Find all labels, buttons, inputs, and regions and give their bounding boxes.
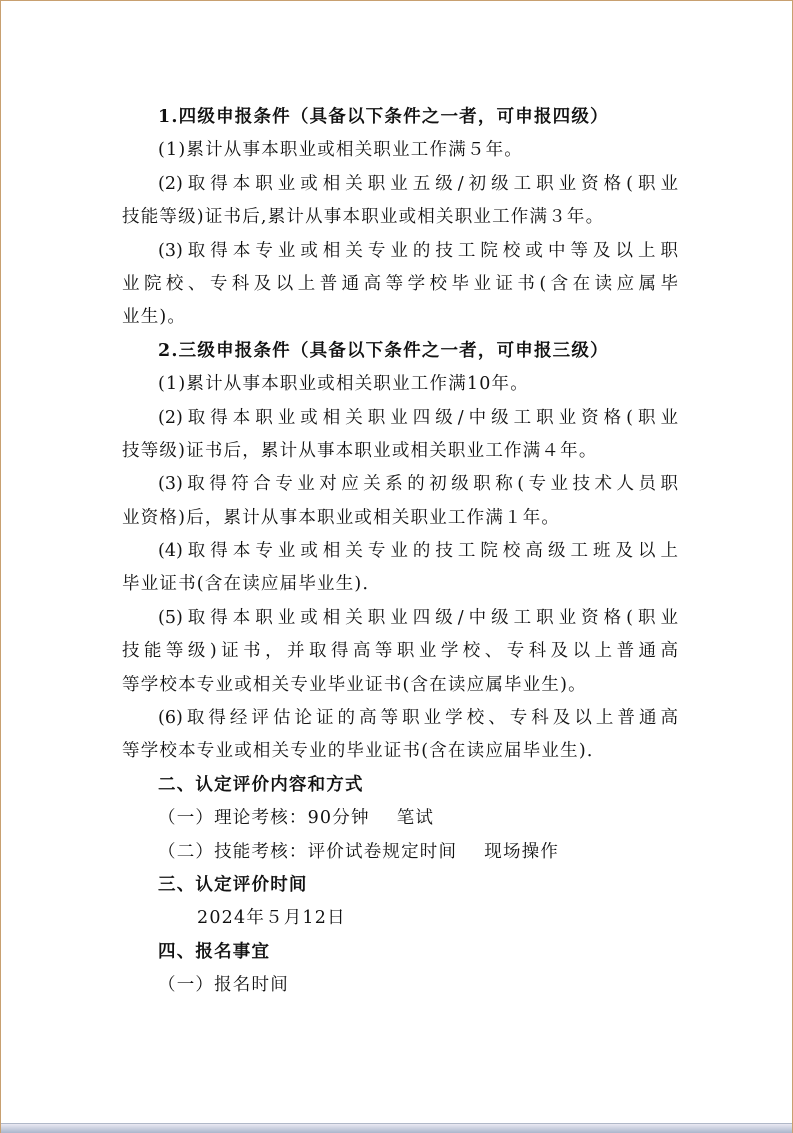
level3-condition-4-line-1: (4)取得本专业或相关专业的技工院校高级工班及以上: [158, 541, 678, 562]
level3-condition-5-line-2: 技能等级)证书，并取得高等职业学校、专科及以上普通高: [122, 641, 678, 662]
evaluation-date: 2024年５月12日: [197, 908, 346, 929]
section-4-heading: 四、报名事宜: [158, 941, 271, 962]
level3-condition-6-line-1: (6)取得经评估论证的高等职业学校、专科及以上普通高: [158, 708, 678, 729]
document-body: [122, 101, 678, 1003]
level3-condition-2-line-2: 技等级)证书后，累计从事本职业或相关职业工作满４年。: [122, 440, 598, 461]
section-3-heading: 三、认定评价时间: [158, 874, 308, 895]
level4-condition-1: (1)累计从事本职业或相关职业工作满５年。: [158, 140, 523, 161]
level3-condition-4-line-2: 毕业证书(含在读应届毕业生)．: [122, 574, 382, 595]
level4-condition-3-line-1: (3)取得本专业或相关专业的技工院校或中等及以上职: [158, 240, 678, 261]
registration-time-heading: （一）报名时间: [158, 975, 289, 996]
level3-condition-5-line-3: 等学校本专业或相关专业毕业证书(含在读应属毕业生)。: [122, 674, 587, 695]
level4-heading: 1.四级申报条件（具备以下条件之一者，可申报四级）: [158, 107, 609, 127]
level4-condition-3-line-3: 业生)。: [122, 307, 187, 328]
level3-condition-5-line-1: (5)取得本职业或相关职业四级/中级工职业资格(职业: [158, 607, 678, 628]
level4-condition-2-line-1: (2)取得本职业或相关职业五级/初级工职业资格(职业: [158, 173, 678, 194]
level3-condition-3-line-2: 业资格)后，累计从事本职业或相关职业工作满１年。: [122, 507, 561, 528]
level4-condition-3-line-2: 业院校、专科及以上普通高等学校毕业证书(含在读应属毕: [122, 273, 678, 294]
level3-condition-6-line-2: 等学校本专业或相关专业的毕业证书(含在读应届毕业生)．: [122, 741, 606, 762]
level3-condition-2-line-1: (2)取得本职业或相关职业四级/中级工职业资格(职业: [158, 407, 678, 428]
level4-condition-2-line-2: 技能等级)证书后,累计从事本职业或相关职业工作满３年。: [122, 207, 605, 228]
skill-exam-line: （二）技能考核：评价试卷规定时间 现场操作: [158, 841, 560, 862]
theory-exam-line: （一）理论考核：90分钟 笔试: [158, 808, 435, 829]
level3-condition-3-line-1: (3)取得符合专业对应关系的初级职称(专业技术人员职: [158, 474, 678, 495]
level3-condition-1: (1)累计从事本职业或相关职业工作满10年。: [158, 374, 529, 395]
section-2-heading: 二、认定评价内容和方式: [158, 774, 364, 795]
level3-heading: 2.三级申报条件（具备以下条件之一者，可申报三级）: [158, 340, 609, 361]
